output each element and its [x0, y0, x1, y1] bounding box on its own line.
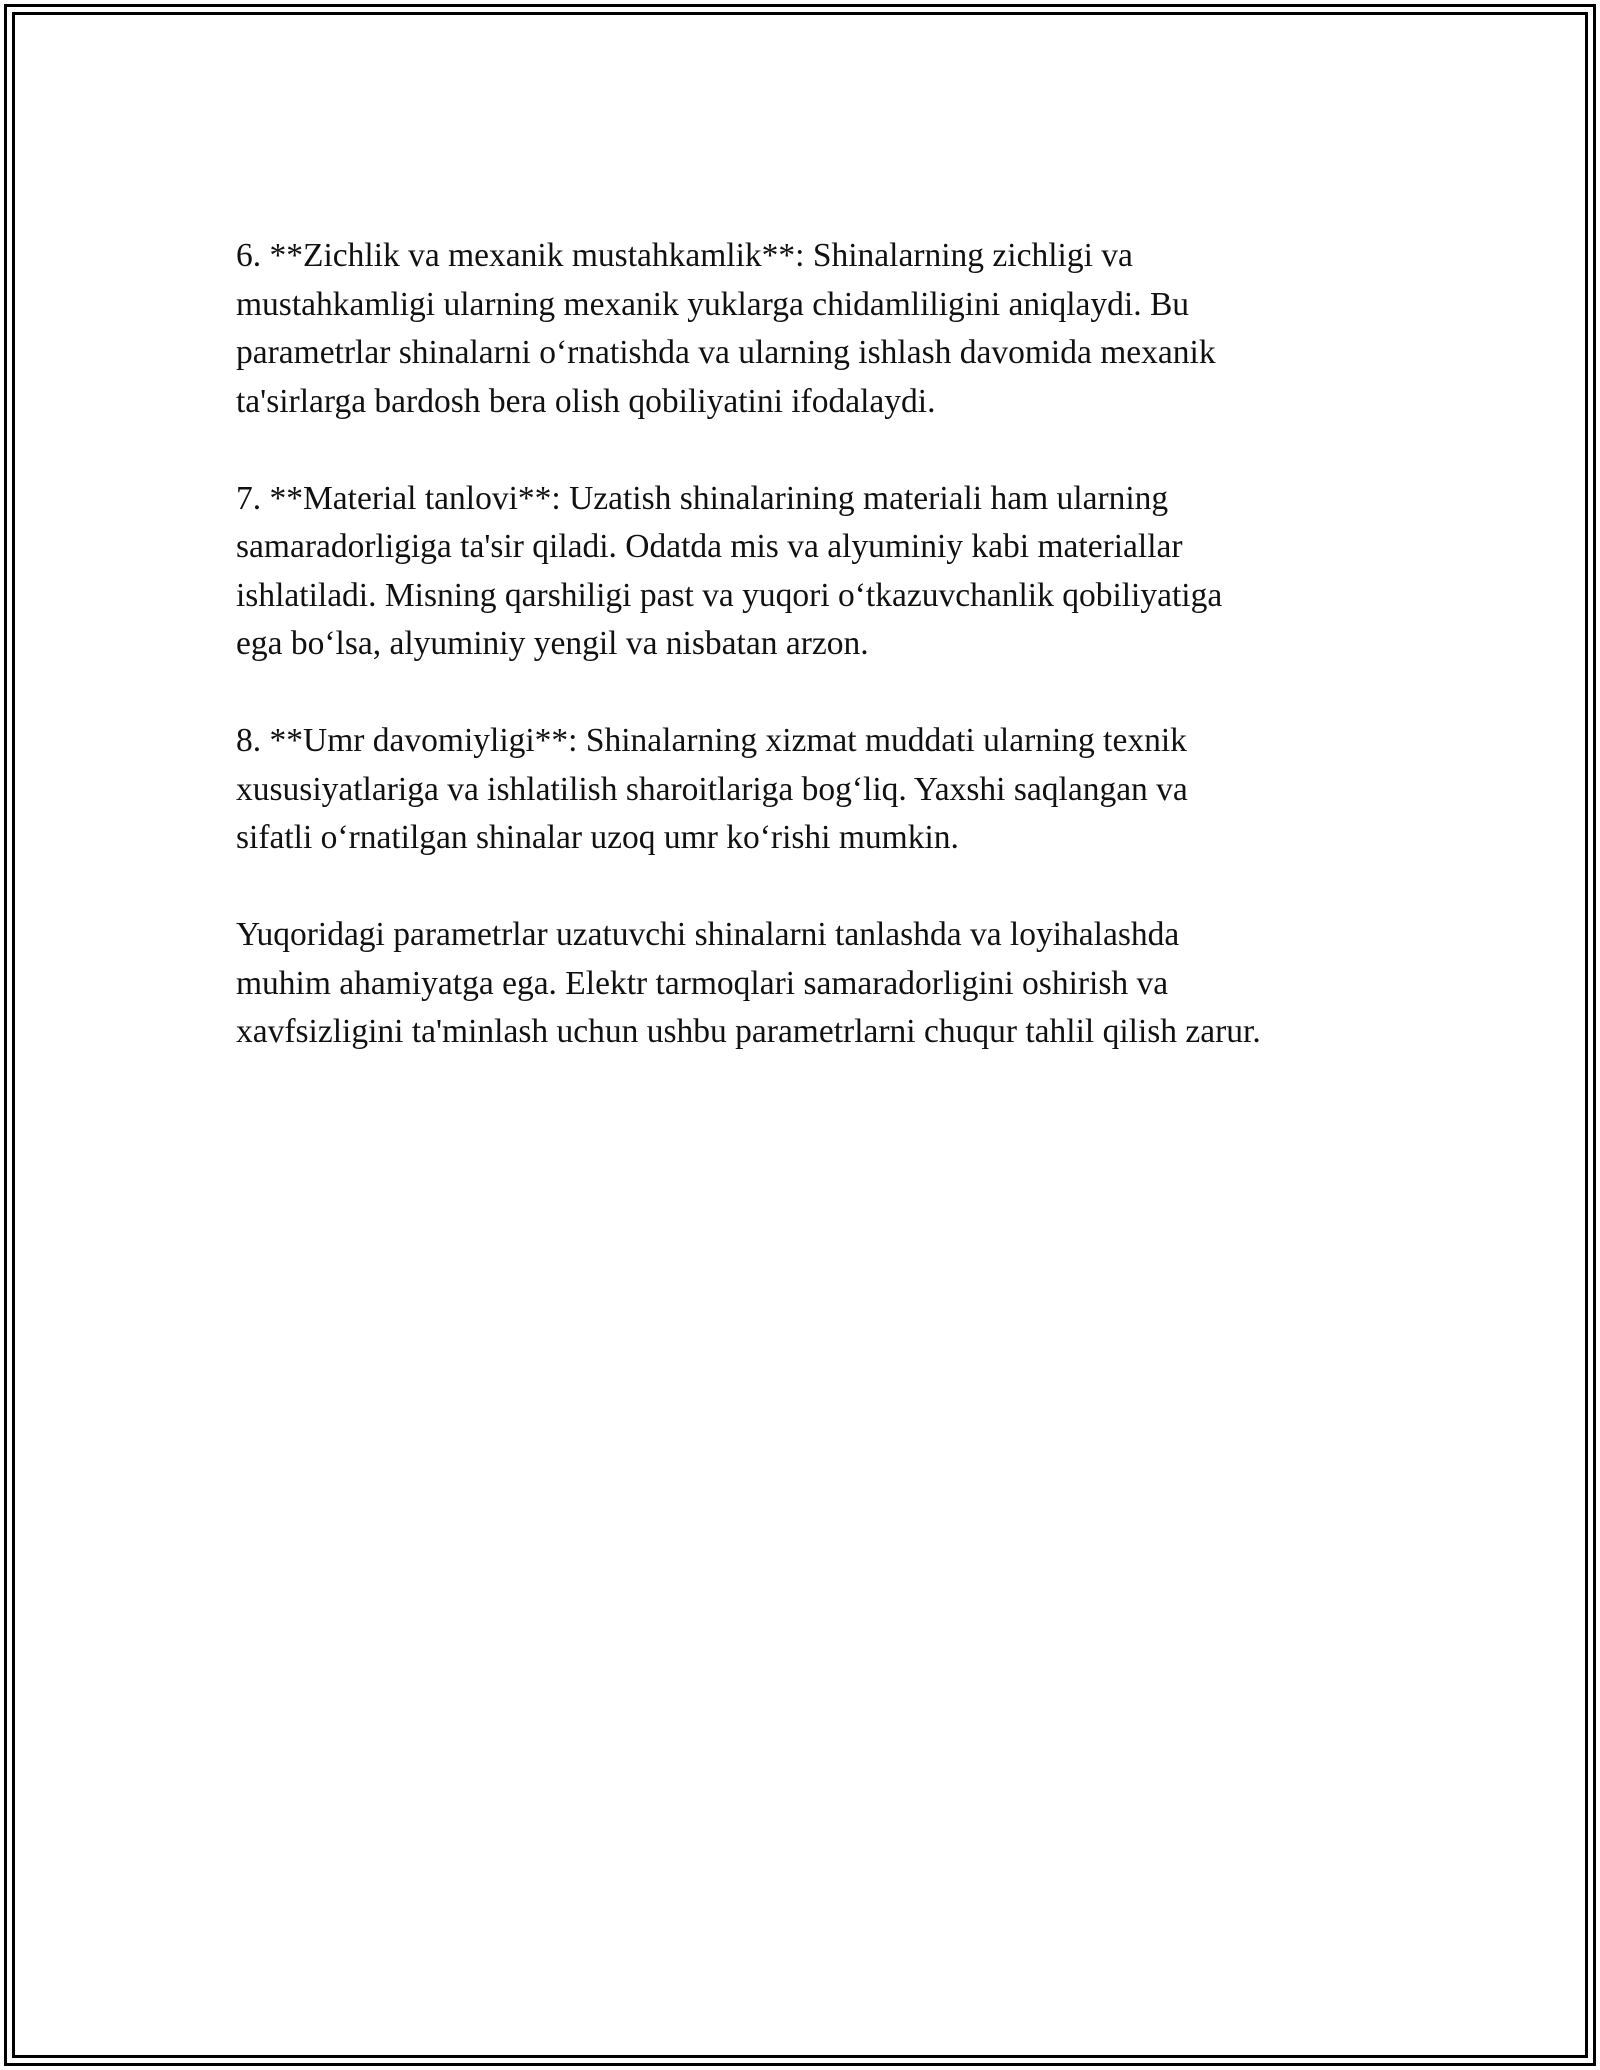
paragraph-item-7 [236, 475, 1386, 669]
text-line: ishlatiladi. Misning qarshiligi past va yuqori o‘tkazuvchanlik qobiliyatiga [236, 576, 1223, 614]
text-line: xususiyatlariga va ishlatilish sharoitlariga bog‘liq. Yaxshi saqlangan va [236, 770, 1188, 808]
text-line: 6. **Zichlik va mexanik mustahkamlik**: Shinalarning zichligi va [236, 237, 1133, 274]
paragraph-item-8 [236, 717, 1386, 863]
text-line: muhim ahamiyatga ega. Elektr tarmoqlari samaradorligini oshirish va [236, 964, 1169, 1002]
text-line: ta'sirlarga bardosh bera olish qobiliyatini ifodalaydi. [236, 382, 936, 420]
document-body [236, 232, 1386, 1105]
text-line: sifatli o‘rnatilgan shinalar uzoq umr ko‘rishi mumkin. [236, 819, 959, 856]
text-line: ega bo‘lsa, alyuminiy yengil va nisbatan arzon. [236, 625, 869, 662]
text-line: 8. **Umr davomiyligi**: Shinalarning xizmat muddati ularning texnik [236, 722, 1187, 759]
paragraph-item-6 [236, 232, 1386, 426]
text-line: parametrlar shinalarni o‘rnatishda va ularning ishlash davomida mexanik [236, 334, 1216, 371]
text-line: xavfsizligini ta'minlash uchun ushbu parametrlarni chuqur tahlil qilish zarur. [236, 1013, 1261, 1050]
text-line: Yuqoridagi parametrlar uzatuvchi shinalarni tanlashda va loyihalashda [236, 916, 1180, 953]
text-line: samaradorligiga ta'sir qiladi. Odatda mis va alyuminiy kabi materiallar [236, 528, 1183, 565]
text-line: 7. **Material tanlovi**: Uzatish shinalarining materiali ham ularning [236, 479, 1169, 517]
text-line: mustahkamligi ularning mexanik yuklarga chidamliligini aniqlaydi. Bu [236, 285, 1190, 323]
paragraph-conclusion [236, 911, 1386, 1057]
